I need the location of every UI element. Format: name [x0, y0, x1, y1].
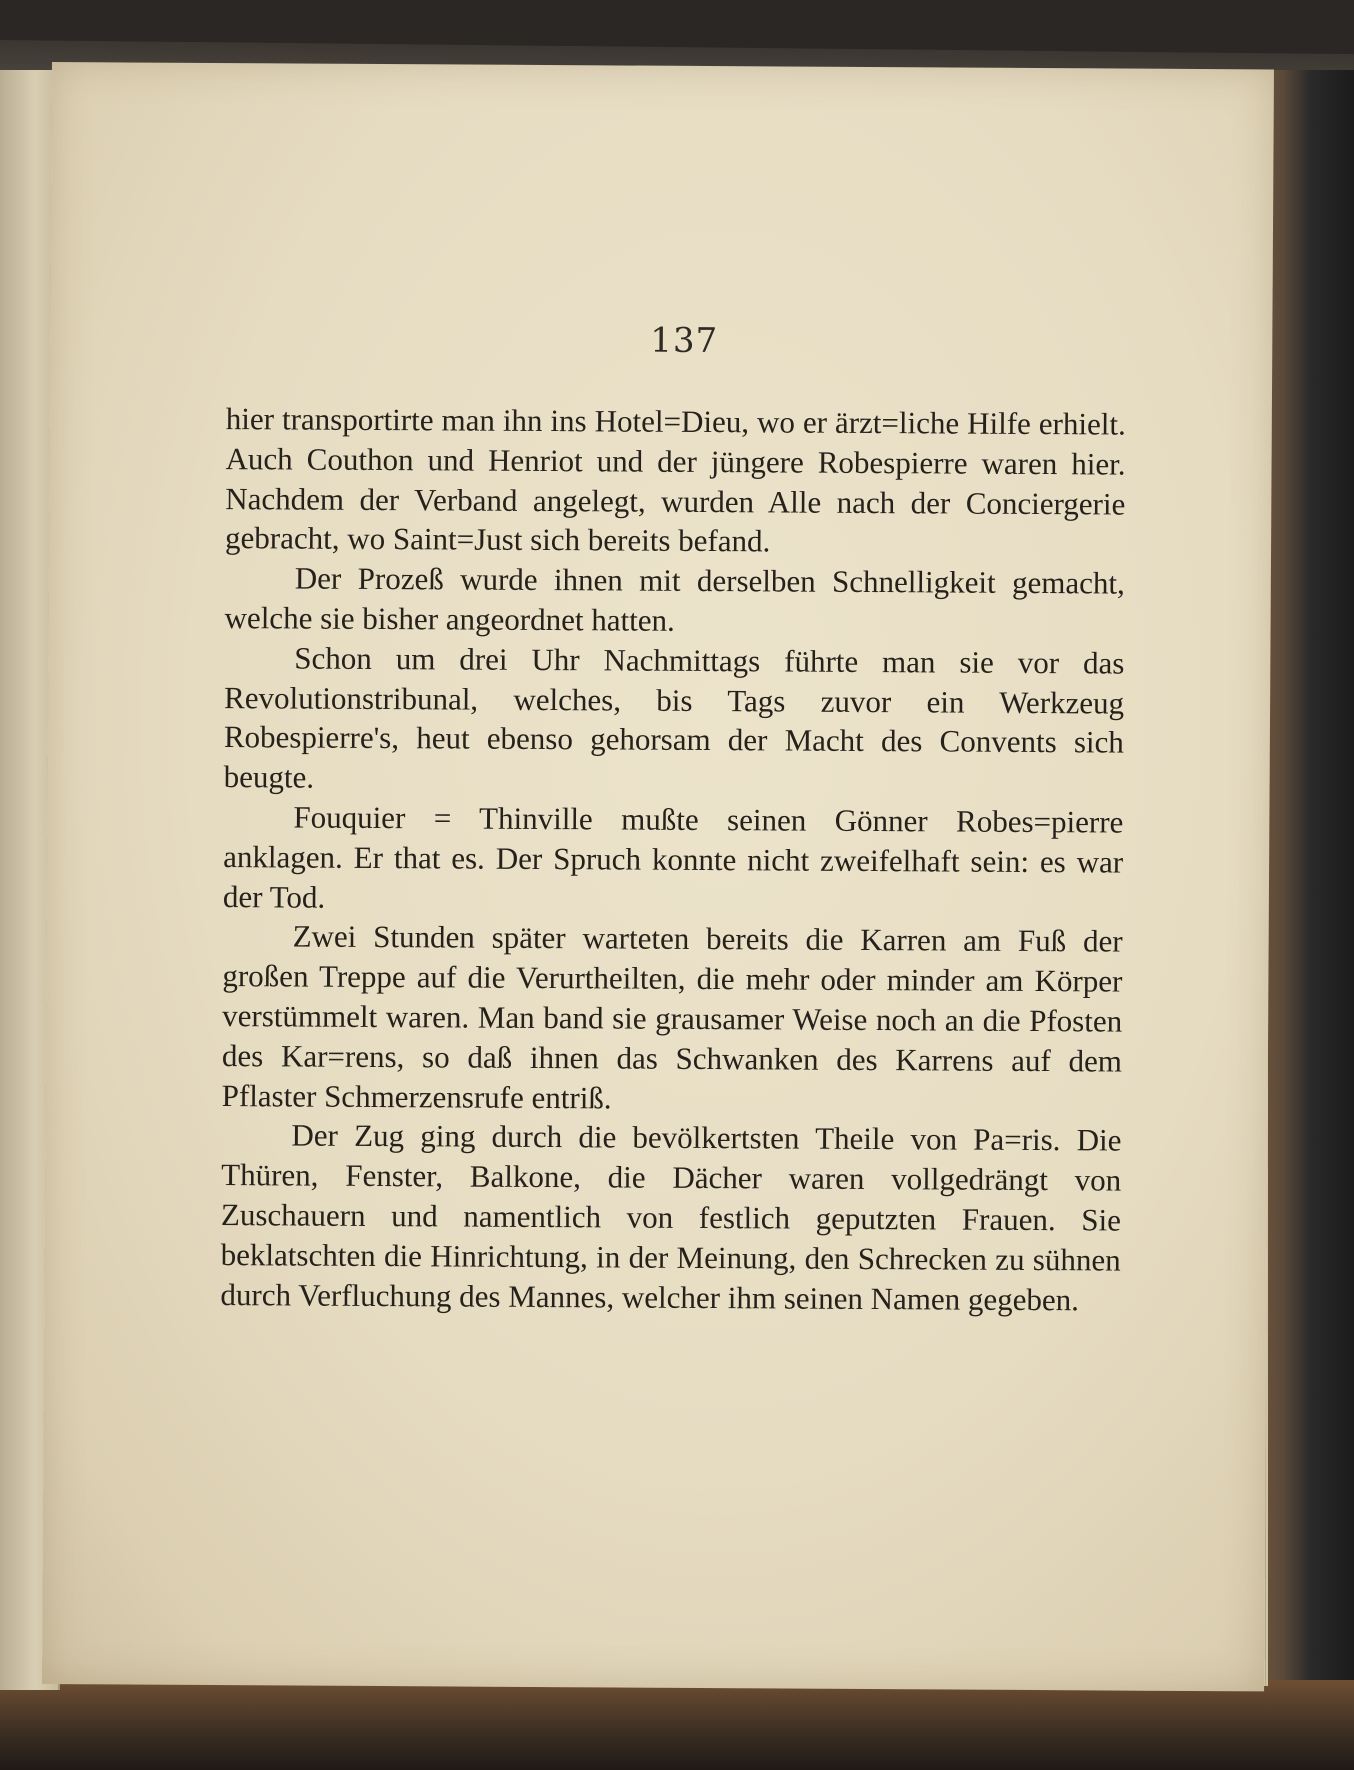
paragraph: Schon um drei Uhr Nachmittags führte man sie vor das Revolutionstribunal, welches, bis Tags zuvor ein Werkzeug Robespierre's, heut ebenso gehorsam der Macht des Convents sich beugte. [223, 640, 1125, 795]
page-number: 137 [650, 320, 719, 362]
paragraph: Fouquier = Thinville mußte seinen Gönner Robes=pierre anklagen. Er that es. Der Spruch konnte nicht zweifelhaft sein: es war der Tod. [222, 799, 1124, 915]
paragraph: hier transportirte man ihn ins Hotel=Dieu, wo er ärzt=liche Hilfe erhielt. Auch Couthon und Henriot und der jüngere Robespierre waren hier. Nachdem der Verband angelegt, wurden Alle nach der Conciergerie gebracht, wo Saint=Just sich bereits befand. [224, 401, 1126, 559]
book-cover-bottom [0, 1680, 1354, 1770]
paragraph: Zwei Stunden später warteten bereits die Karren am Fuß der großen Treppe auf die Verurtheilten, die mehr oder minder am Körper verstümmelt waren. Man band sie grausamer Weise noch an die Pfosten des Kar=rens, so daß ihnen das Schwanken des Karrens auf dem Pflaster Schmerzensrufe entriß. [221, 918, 1123, 1115]
body-text [220, 399, 1126, 1320]
paragraph: Der Zug ging durch die bevölkertsten Theile von Pa=ris. Die Thüren, Fenster, Balkone, die Dächer waren vollgedrängt von Zuschauern und namentlich von festlich geputzten Frauen. Sie beklatschten die Hinrichtung, in der Meinung, den Schrecken zu sühnen durch Verfluchung des Mannes, welcher ihm seinen Namen gegeben. [220, 1117, 1122, 1317]
book-page [42, 62, 1274, 1691]
paragraph: Der Prozeß wurde ihnen mit derselben Schnelligkeit gemacht, welche sie bisher angeordnet hatten. [224, 560, 1125, 638]
